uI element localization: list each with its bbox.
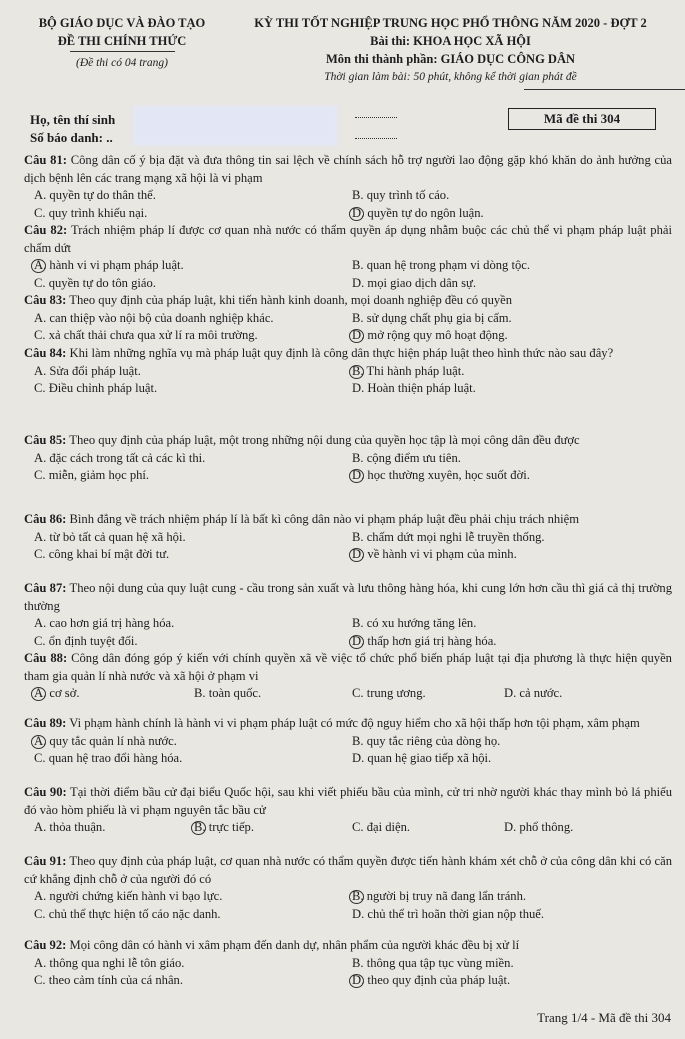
question-number: Câu 81: bbox=[24, 153, 67, 167]
answer-mark bbox=[31, 259, 46, 273]
option-row bbox=[24, 955, 672, 973]
option-c: C. công khai bí mật đời tư. bbox=[34, 547, 170, 561]
option-a: A. thông qua nghi lễ tôn giáo. bbox=[34, 955, 185, 970]
question-stem bbox=[24, 650, 672, 685]
id-dotted-line bbox=[355, 138, 397, 139]
answer-mark bbox=[349, 365, 364, 379]
question-88 bbox=[24, 650, 672, 703]
header-rule-left bbox=[70, 51, 175, 52]
question-91 bbox=[24, 853, 672, 923]
exam-code-box: Mã đề thi 304 bbox=[508, 108, 656, 130]
option-b: B. chấm dứt mọi nghi lễ truyền thống. bbox=[352, 529, 545, 544]
question-stem bbox=[24, 784, 672, 819]
answer-mark bbox=[31, 687, 46, 701]
question-85 bbox=[24, 432, 672, 485]
question-stem bbox=[24, 937, 672, 955]
ministry-name: BỘ GIÁO DỤC VÀ ĐÀO TẠO bbox=[38, 16, 206, 30]
option-row bbox=[24, 615, 672, 633]
question-number: Câu 84: bbox=[24, 346, 67, 360]
option-c: C. ổn định tuyệt đối. bbox=[34, 633, 138, 648]
question-text: Trách nhiệm pháp lí được cơ quan nhà nước có thẩm quyền áp dụng nhằm buộc các chủ thể vi phạm pháp luật phải chấm dứt bbox=[24, 223, 672, 255]
option-c: C. quy trình khiếu nại. bbox=[34, 205, 148, 220]
option-row bbox=[24, 310, 672, 328]
question-stem bbox=[24, 715, 672, 733]
option-a: A. quy tắc quản lí nhà nước. bbox=[34, 733, 177, 748]
option-a: A. Sửa đổi pháp luật. bbox=[34, 363, 141, 378]
option-d: D. quyền tự do ngôn luận. bbox=[352, 205, 484, 220]
question-86 bbox=[24, 511, 672, 564]
option-c: C. Điều chỉnh pháp luật. bbox=[34, 381, 158, 395]
candidate-name-label: Họ, tên thí sinh bbox=[30, 112, 116, 127]
option-d: D. mở rộng quy mô hoạt động. bbox=[352, 328, 508, 342]
exam-component: Môn thi thành phần: GIÁO DỤC CÔNG DÂN bbox=[326, 52, 575, 66]
question-84 bbox=[24, 345, 672, 398]
answer-mark bbox=[349, 469, 364, 483]
option-a: A. quyền tự do thân thể. bbox=[34, 188, 156, 202]
option-c: C. đại diện. bbox=[352, 820, 411, 834]
option-d: D. thấp hơn giá trị hàng hóa. bbox=[352, 633, 497, 648]
option-a: A. từ bỏ tất cả quan hệ xã hội. bbox=[34, 529, 186, 544]
option-d: D. theo quy định của pháp luật. bbox=[352, 973, 511, 987]
question-stem bbox=[24, 853, 672, 888]
question-81 bbox=[24, 152, 672, 222]
question-89 bbox=[24, 715, 672, 768]
header-left bbox=[22, 14, 222, 72]
answer-mark bbox=[191, 821, 206, 835]
option-row bbox=[24, 450, 672, 468]
option-row bbox=[24, 750, 672, 768]
question-text: Công dân đóng góp ý kiến với chính quyền xã về việc tổ chức phổ biến pháp luật tại địa phương là thực hiện quyền tham gia quản lí nhà nước và xã hội ở phạm vi bbox=[24, 651, 672, 683]
option-d: D. về hành vi vi phạm của mình. bbox=[352, 547, 517, 561]
exam-title: KỲ THI TỐT NGHIỆP TRUNG HỌC PHỔ THÔNG NĂM 2020 - ĐỢT 2 bbox=[254, 16, 647, 30]
name-dotted-line bbox=[355, 117, 397, 118]
question-stem bbox=[24, 152, 672, 187]
header-rule-right bbox=[524, 89, 685, 90]
official-label: ĐỀ THI CHÍNH THỨC bbox=[57, 34, 187, 48]
option-d: D. mọi giao dịch dân sự. bbox=[352, 275, 477, 290]
option-b: B. thông qua tập tục vùng miền. bbox=[352, 955, 514, 970]
option-row bbox=[24, 275, 672, 293]
option-row bbox=[24, 972, 672, 990]
question-text: Theo quy định của pháp luật, khi tiến hành kinh doanh, mọi doanh nghiệp đều có quyền bbox=[66, 293, 513, 307]
option-row bbox=[24, 205, 672, 223]
question-92 bbox=[24, 937, 672, 990]
question-text: Bình đẳng về trách nhiệm pháp lí là bất kì công dân nào vi phạm pháp luật đều phải chịu trách nhiệm bbox=[66, 512, 580, 526]
option-row bbox=[24, 467, 672, 485]
answer-mark bbox=[349, 890, 364, 904]
option-c: C. quan hệ trao đổi hàng hóa. bbox=[34, 751, 183, 765]
option-b: B. toàn quốc. bbox=[194, 686, 262, 700]
question-text: Vi phạm hành chính là hành vi vi phạm pháp luật có mức độ nguy hiểm cho xã hội thấp hơn tội phạm, xâm phạm bbox=[66, 716, 640, 730]
candidate-id-label: Số báo danh: .. bbox=[30, 130, 113, 145]
answer-mark bbox=[349, 635, 364, 649]
option-row bbox=[24, 380, 672, 398]
question-number: Câu 89: bbox=[24, 716, 67, 730]
option-b: B. trực tiếp. bbox=[194, 820, 254, 834]
question-text: Khi làm những nghĩa vụ mà pháp luật quy định là công dân thực hiện pháp luật theo hình thức nào sau đây? bbox=[66, 346, 614, 360]
question-number: Câu 85: bbox=[24, 433, 67, 447]
question-stem bbox=[24, 222, 672, 257]
option-row bbox=[24, 888, 672, 906]
question-87 bbox=[24, 580, 672, 650]
pages-note: (Đề thi có 04 trang) bbox=[76, 57, 168, 69]
option-a: A. cơ sở. bbox=[34, 686, 80, 700]
question-90 bbox=[24, 784, 672, 837]
question-text: Theo quy định của pháp luật, cơ quan nhà nước có thẩm quyền được tiến hành khám xét chỗ ở của công dân khi có căn cứ khẳng định chỗ ở của người đó có bbox=[24, 854, 672, 886]
page-footer: Trang 1/4 - Mã đề thi 304 bbox=[537, 1010, 671, 1025]
question-number: Câu 87: bbox=[24, 581, 67, 595]
option-d: D. học thường xuyên, học suốt đời. bbox=[352, 468, 530, 482]
question-text: Theo nội dung của quy luật cung - cầu trong sản xuất và lưu thông hàng hóa, khi cung lớn hơn cầu thì giá cả thị trường thường bbox=[24, 581, 672, 613]
question-text: Theo quy định của pháp luật, một trong những nội dung của quyền học tập là mọi công dân đều được bbox=[66, 433, 580, 447]
question-text: Mọi công dân có hành vi xâm phạm đến danh dự, nhân phẩm của người khác đều bị xử lí bbox=[66, 938, 520, 952]
option-b: B. có xu hướng tăng lên. bbox=[352, 616, 477, 630]
option-d: D. chủ thể trì hoãn thời gian nộp thuế. bbox=[352, 906, 545, 921]
option-d: D. cả nước. bbox=[504, 686, 563, 700]
question-text: Công dân cố ý bịa đặt và đưa thông tin sai lệch về chính sách hỗ trợ người lao động gặp khó khăn do ảnh hưởng của dịch bệnh lên các trang mạng xã hội là vi phạm bbox=[24, 153, 672, 185]
question-number: Câu 92: bbox=[24, 938, 67, 952]
option-row bbox=[24, 733, 672, 751]
header-right bbox=[228, 14, 673, 90]
question-number: Câu 82: bbox=[24, 223, 68, 237]
option-row bbox=[24, 819, 672, 837]
option-b: B. sử dụng chất phụ gia bị cấm. bbox=[352, 310, 512, 325]
option-row bbox=[24, 187, 672, 205]
question-stem bbox=[24, 345, 672, 363]
option-b: B. người bị truy nã đang lẩn tránh. bbox=[352, 889, 527, 903]
option-a: A. can thiệp vào nội bộ của doanh nghiệp khác. bbox=[34, 310, 274, 325]
option-b: B. cộng điểm ưu tiên. bbox=[352, 450, 461, 465]
answer-mark bbox=[349, 207, 364, 221]
candidate-info bbox=[30, 111, 115, 147]
question-number: Câu 91: bbox=[24, 854, 67, 868]
answer-mark bbox=[349, 548, 364, 562]
option-a: A. cao hơn giá trị hàng hóa. bbox=[34, 616, 175, 630]
question-stem bbox=[24, 580, 672, 615]
question-83 bbox=[24, 292, 672, 345]
option-d: D. quan hệ giao tiếp xã hội. bbox=[352, 751, 492, 765]
option-a: A. thỏa thuận. bbox=[34, 820, 106, 834]
option-c: C. trung ương. bbox=[352, 686, 426, 700]
option-row bbox=[24, 327, 672, 345]
option-row bbox=[24, 546, 672, 564]
option-a: A. hành vi vi phạm pháp luật. bbox=[34, 258, 184, 272]
option-d: D. Hoàn thiện pháp luật. bbox=[352, 381, 476, 395]
question-number: Câu 90: bbox=[24, 785, 67, 799]
option-row bbox=[24, 633, 672, 651]
question-number: Câu 88: bbox=[24, 651, 68, 665]
option-row bbox=[24, 685, 672, 703]
option-row bbox=[24, 906, 672, 924]
option-c: C. theo cảm tính của cá nhân. bbox=[34, 973, 183, 987]
question-text: Tại thời điểm bầu cử đại biểu Quốc hội, sau khi viết phiếu bầu của mình, cử tri nhờ người khác thay mình bỏ lá phiếu đó vào hòm phiếu là vi phạm nguyên tắc bầu cử bbox=[24, 785, 672, 817]
option-b: B. quy trình tố cáo. bbox=[352, 188, 450, 202]
option-row bbox=[24, 257, 672, 275]
answer-mark bbox=[349, 974, 364, 988]
option-row bbox=[24, 363, 672, 381]
option-c: C. quyền tự do tôn giáo. bbox=[34, 275, 156, 290]
answer-mark bbox=[31, 735, 46, 749]
question-number: Câu 86: bbox=[24, 512, 67, 526]
option-b: B. Thi hành pháp luật. bbox=[352, 363, 465, 378]
option-c: C. miễn, giảm học phí. bbox=[34, 468, 150, 482]
question-stem bbox=[24, 292, 672, 310]
question-stem bbox=[24, 511, 672, 529]
option-b: B. quan hệ trong phạm vi dòng tộc. bbox=[352, 258, 531, 272]
option-a: A. đặc cách trong tất cả các kì thi. bbox=[34, 450, 206, 465]
exam-subject: Bài thi: KHOA HỌC XÃ HỘI bbox=[370, 34, 531, 48]
answer-mark bbox=[349, 329, 364, 343]
option-a: A. người chứng kiến hành vi bạo lực. bbox=[34, 889, 223, 903]
time-note: Thời gian làm bài: 50 phút, không kể thời gian phát đề bbox=[324, 71, 577, 83]
question-stem bbox=[24, 432, 672, 450]
redacted-area bbox=[133, 106, 338, 146]
option-b: B. quy tắc riêng của dòng họ. bbox=[352, 733, 501, 748]
option-row bbox=[24, 529, 672, 547]
question-number: Câu 83: bbox=[24, 293, 67, 307]
option-c: C. xả chất thải chưa qua xử lí ra môi trường. bbox=[34, 328, 258, 342]
option-d: D. phổ thông. bbox=[504, 820, 574, 834]
question-82 bbox=[24, 222, 672, 292]
option-c: C. chủ thể thực hiện tố cáo nặc danh. bbox=[34, 906, 221, 921]
